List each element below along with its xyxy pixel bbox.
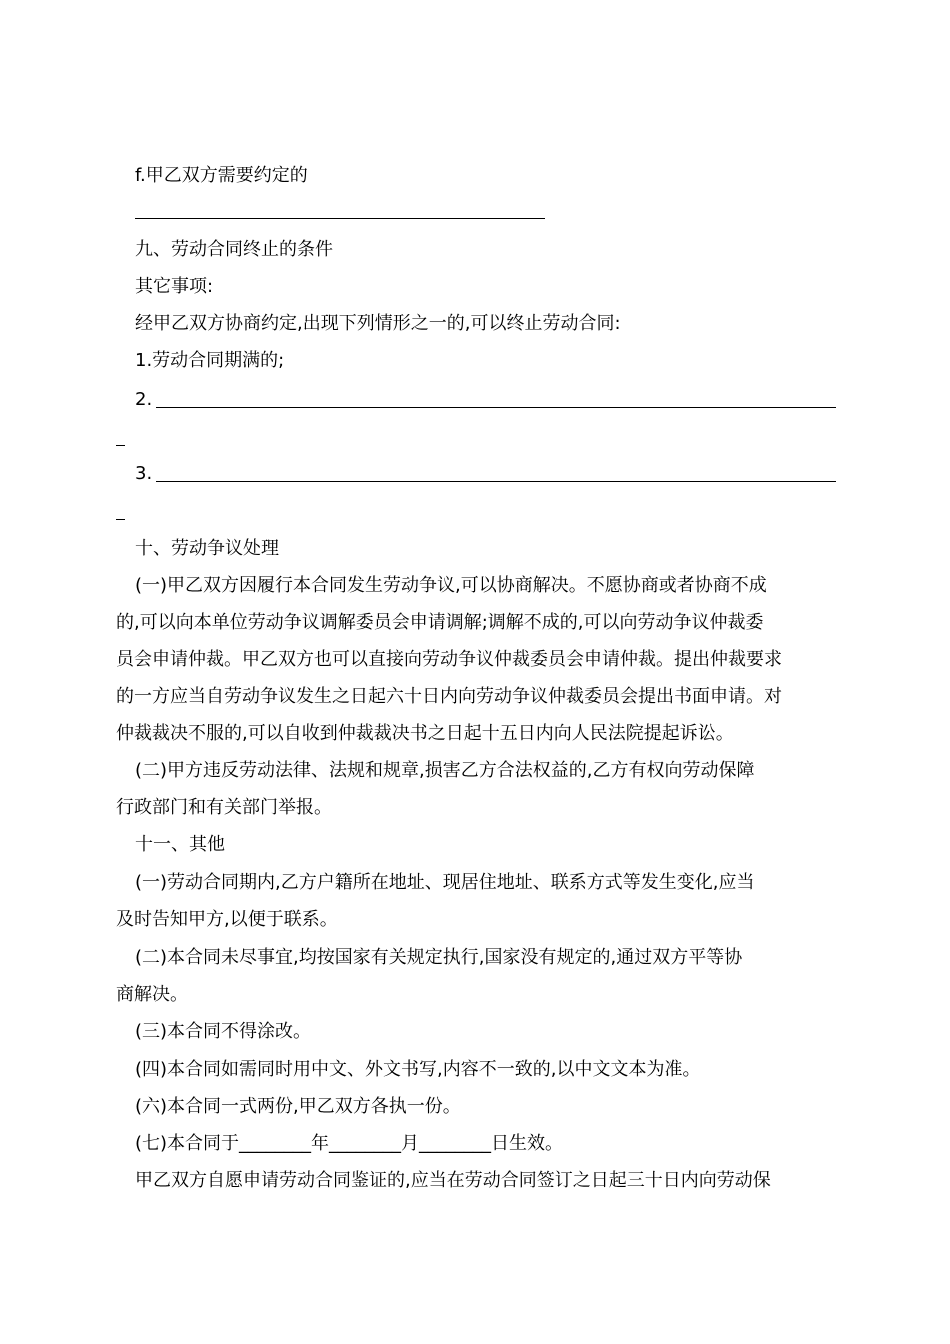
other-matters-label: 其它事项: [135, 276, 214, 297]
blank-line-item-3-wrap [116, 519, 125, 520]
item-f-text: f.甲乙双方需要约定的 [135, 165, 308, 186]
dispute-para-1-line-3: 员会申请仲裁。甲乙双方也可以直接向劳动争议仲裁委员会申请仲裁。提出仲裁要求 [116, 649, 782, 670]
blank-line-item-2-wrap [116, 445, 125, 446]
section-9-heading: 九、劳动合同终止的条件 [135, 239, 333, 260]
other-para-1-line-1: (一)劳动合同期内,乙方户籍所在地址、现居住地址、联系方式等发生变化,应当 [135, 872, 755, 893]
termination-item-1: 1.劳动合同期满的; [135, 350, 285, 371]
dispute-para-1-line-5: 仲裁裁决不服的,可以自收到仲裁裁决书之日起十五日内向人民法院提起诉讼。 [116, 723, 734, 744]
termination-item-3-label: 3. [135, 463, 153, 484]
dispute-para-1-line-2: 的,可以向本单位劳动争议调解委员会申请调解;调解不成的,可以向劳动争议仲裁委 [116, 612, 764, 633]
section-10-heading: 十、劳动争议处理 [135, 538, 279, 559]
dispute-para-2-line-1: (二)甲方违反劳动法律、法规和规章,损害乙方合法权益的,乙方有权向劳动保障 [135, 760, 755, 781]
section-11-heading: 十一、其他 [135, 834, 225, 855]
dispute-para-1-line-4: 的一方应当自劳动争议发生之日起六十日内向劳动争议仲裁委员会提出书面申请。对 [116, 686, 782, 707]
blank-line-f [135, 218, 545, 219]
other-para-3: (三)本合同不得涂改。 [135, 1021, 312, 1042]
termination-item-2-label: 2. [135, 389, 153, 410]
dispute-para-2-line-2: 行政部门和有关部门举报。 [116, 797, 332, 818]
other-para-2-line-2: 商解决。 [116, 984, 188, 1005]
blank-line-item-2 [156, 407, 836, 408]
other-para-1-line-2: 及时告知甲方,以便于联系。 [116, 909, 338, 930]
appraisal-para-line-1: 甲乙双方自愿申请劳动合同鉴证的,应当在劳动合同签订之日起三十日内向劳动保 [135, 1170, 771, 1191]
other-para-4: (四)本合同如需同时用中文、外文书写,内容不一致的,以中文文本为准。 [135, 1059, 701, 1080]
dispute-para-1-line-1: (一)甲乙双方因履行本合同发生劳动争议,可以协商解决。不愿协商或者协商不成 [135, 575, 767, 596]
blank-line-item-3 [156, 481, 836, 482]
other-para-6: (六)本合同一式两份,甲乙双方各执一份。 [135, 1096, 461, 1117]
termination-intro: 经甲乙双方协商约定,出现下列情形之一的,可以终止劳动合同: [135, 313, 621, 334]
other-para-2-line-1: (二)本合同未尽事宜,均按国家有关规定执行,国家没有规定的,通过双方平等协 [135, 947, 743, 968]
effective-date-line: (七)本合同于________年________月________日生效。 [135, 1133, 564, 1154]
